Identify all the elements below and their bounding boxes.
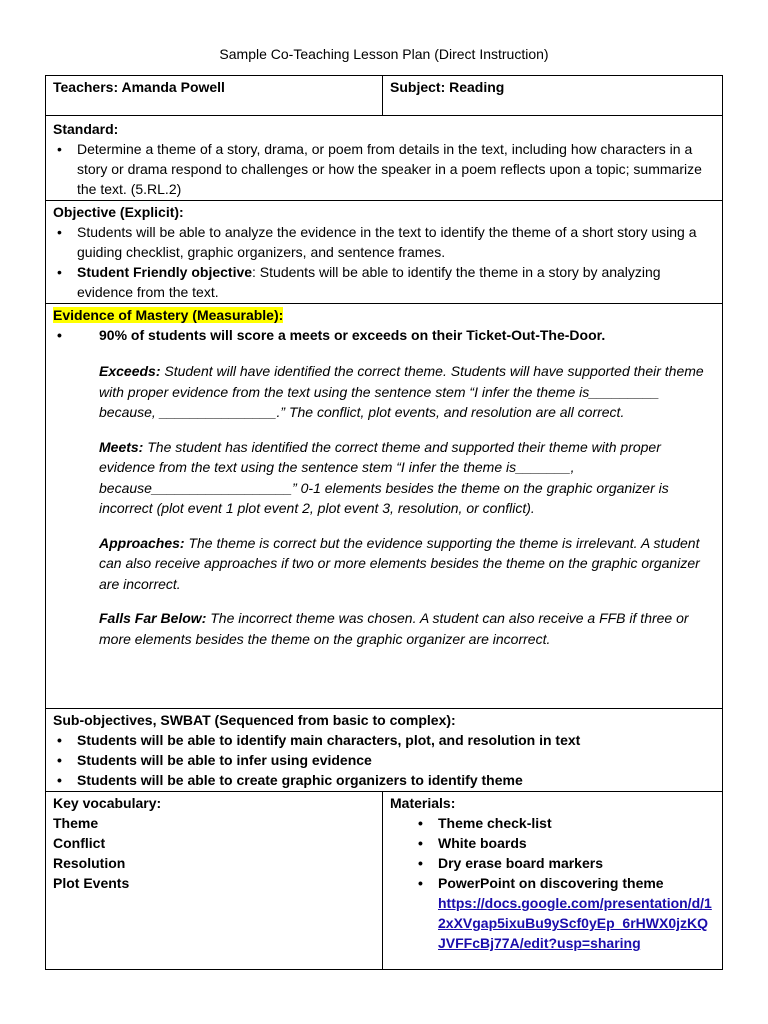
mastery-rubric [53, 361, 715, 649]
material-item: • White boards [390, 833, 715, 853]
presentation-link[interactable]: https://docs.google.com/presentation/d/12xXVgap5ixuBu9yScf0yEp_6rHWX0jzKQJVFFcBj77A/edit?usp=sharing [438, 895, 712, 951]
subject-cell: Subject: Reading [383, 76, 723, 116]
objective-label: Objective (Explicit): [53, 204, 184, 220]
student-friendly-text: : Students will be able to identify the theme in a story by analyzing evidence from the text. [77, 264, 661, 300]
vocab-item: Conflict [53, 835, 106, 851]
materials-label: Materials: [390, 795, 456, 811]
student-friendly-label: Student Friendly objective [77, 264, 253, 280]
mastery-label-wrap [53, 305, 715, 325]
page-title: Sample Co-Teaching Lesson Plan (Direct Instruction) [219, 46, 549, 62]
approaches-label: Approaches: [99, 534, 185, 551]
teachers-cell: Teachers: Amanda Powell [46, 76, 383, 116]
vocab-item: Resolution [53, 855, 126, 871]
materials-cell [383, 792, 723, 970]
vocabulary-cell [46, 792, 383, 970]
lesson-plan-table [45, 75, 723, 970]
mastery-row [46, 304, 723, 709]
vocab-materials-row [46, 792, 723, 970]
objective-item: • Students will be able to analyze the evidence in the text to identify the theme of a short story using a guiding checklist, graphic organizers, and sentence frames. [53, 222, 715, 262]
exceeds-text: Student will have identified the correct theme. Students will have supported their theme with proper evidence from the text using the sentence stem “I infer the theme is_________ because, _______________.” The conflict, plot events, and resolution are all correct. [99, 363, 704, 420]
list-item: • Students will be able to create graphic organizers to identify theme [53, 770, 715, 790]
header-row [46, 76, 723, 116]
ffb-label: Falls Far Below: [99, 610, 207, 626]
objective-list [53, 222, 715, 302]
vocabulary-label: Key vocabulary: [53, 795, 162, 811]
list-item: • Students will be able to identify main characters, plot, and resolution in text [53, 730, 715, 750]
material-item [390, 873, 715, 953]
mastery-label: Evidence of Mastery (Measurable): [53, 307, 284, 323]
student-friendly-objective [53, 262, 715, 302]
subobjectives-list [53, 730, 715, 790]
material-item: • Theme check-list [390, 813, 715, 833]
vocab-item: Theme [53, 815, 99, 831]
vocab-item: Plot Events [53, 875, 130, 891]
subobjectives-label: Sub-objectives, SWBAT (Sequenced from basic to complex): [53, 712, 456, 728]
rubric-exceeds [99, 361, 715, 423]
standard-list [53, 139, 715, 199]
standard-item: • Determine a theme of a story, drama, or poem from details in the text, including how characters in a story or drama respond to challenges or how the speaker in a poem reflects upon a topic; summarize the text. (5.RL.2) [53, 139, 715, 199]
rubric-meets [99, 437, 715, 519]
ffb-text: The incorrect theme was chosen. A student can also receive a FFB if three or more elements besides the theme on the graphic organizer are incorrect. [99, 610, 689, 647]
exceeds-label: Exceeds: [99, 363, 161, 379]
material-item-label: • PowerPoint on discovering theme [438, 875, 664, 891]
approaches-text: The theme is correct but the evidence supporting the theme is irrelevant. A student can also receive approaches if two or more elements besides the theme on the graphic organizer are incorrect. [99, 534, 700, 592]
rubric-falls-far-below [99, 608, 715, 649]
standard-label: Standard: [53, 121, 119, 137]
materials-list [390, 813, 715, 953]
objective-row [46, 201, 723, 304]
meets-label: Meets: [99, 438, 144, 455]
standard-row [46, 116, 723, 201]
rubric-approaches [99, 533, 715, 595]
list-item: • Students will be able to infer using evidence [53, 750, 715, 770]
subobjectives-row [46, 709, 723, 792]
mastery-list [53, 325, 715, 345]
material-item: • Dry erase board markers [390, 853, 715, 873]
meets-text: The student has identified the correct theme and supported their theme with proper evidence from the text using the sentence stem “I infer the theme is_______, because__________________” 0-1 elements besides the theme on the graphic organizer is incorrect (plot event 1 plot event 2, plot event 3, resolution, or conflict). [99, 438, 669, 516]
mastery-goal: • 90% of students will score a meets or exceeds on their Ticket-Out-The-Door. [53, 325, 715, 345]
